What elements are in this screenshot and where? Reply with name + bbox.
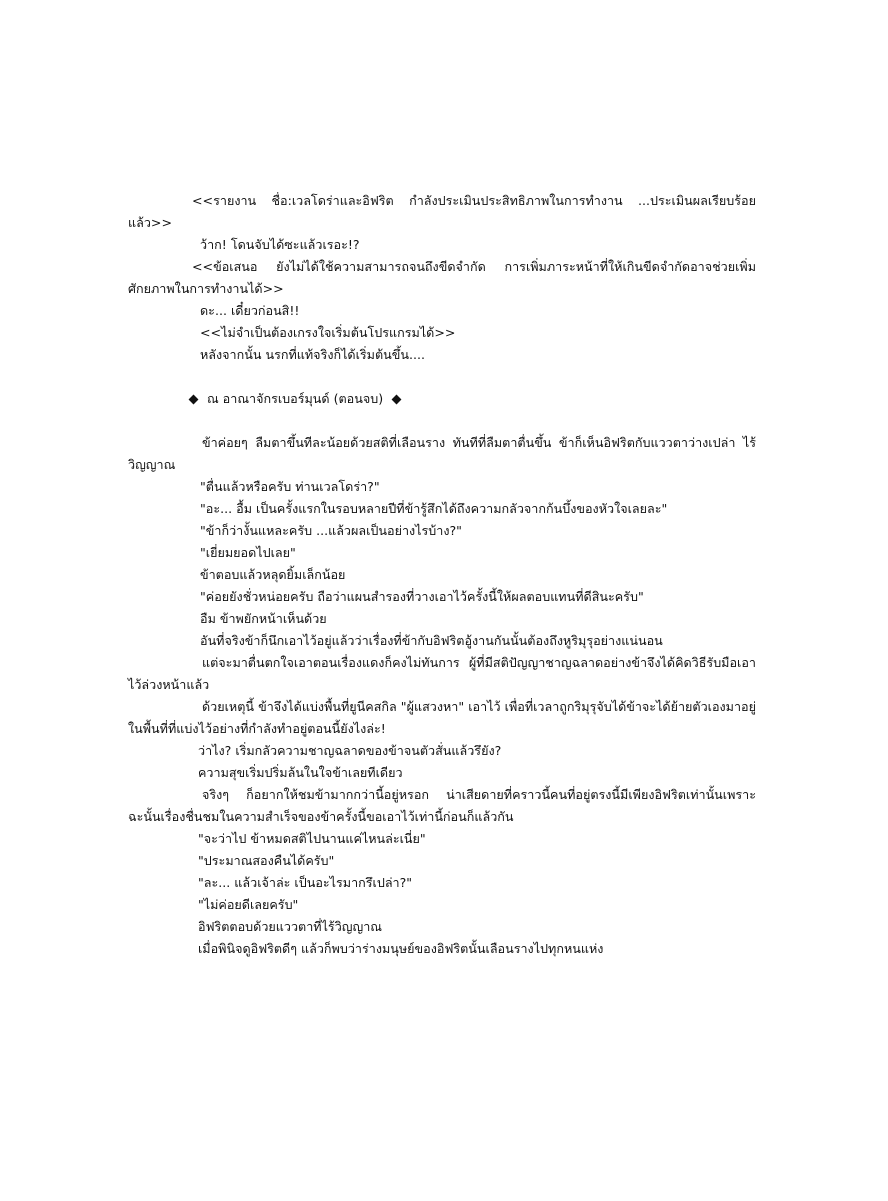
paragraph: "ข้าก็ว่างั้นแหละครับ ...แล้วผลเป็นอย่างไรบ้าง?": [200, 523, 462, 538]
paragraph: "ค่อยยังชั่วหน่อยครับ ถือว่าแผนสำรองที่วางเอาไว้ครั้งนี้ให้ผลตอบแทนที่ดีสินะครับ": [200, 589, 644, 604]
paragraph: อืม ข้าพยักหน้าเห็นด้วย: [200, 611, 327, 626]
paragraph: "ตื่นแล้วหรือครับ ท่านเวลโดร่า?": [200, 479, 380, 494]
section-heading: [128, 388, 756, 410]
paragraph: แต่จะมาตื่นตกใจเอาตอนเรื่องแดงก็คงไม่ทันการ ผู้ที่มีสติปัญญาชาญฉลาดอย่างข้าจึงได้คิดวิธีรับมือเอาไว้ล่วงหน้าแล้ว: [128, 655, 756, 692]
paragraph: ด้วยเหตุนี้ ข้าจึงได้แบ่งพื้นที่ยูนีคสกิล "ผู้แสวงหา" เอาไว้ เพื่อที่เวลาถูกริมุรุจับได้ข้าจะได้ย้ายตัวเองมาอยู่ในพื้นที่ที่แบ่งไว้อย่างที่กำลังทำอยู่ตอนนี้ยังไงล่ะ!: [128, 699, 756, 736]
paragraph: ข้าค่อยๆ ลืมตาขึ้นทีละน้อยด้วยสติที่เลือนราง ทันทีที่ลืมตาตื่นขึ้น ข้าก็เห็นอิฟริตกับแววตาว่างเปล่า ไร้วิญญาณ: [128, 435, 756, 472]
paragraph: <<ไม่จำเป็นต้องเกรงใจเริ่มต้นโปรแกรมได้>>: [200, 325, 456, 340]
paragraph: ว้าก! โดนจับได้ซะแล้วเรอะ!?: [200, 237, 360, 252]
paragraph: "ประมาณสองคืนได้ครับ": [198, 853, 335, 868]
paragraph: "ไม่ค่อยดีเลยครับ": [198, 897, 299, 912]
spacer: [128, 366, 756, 388]
paragraph: "ละ... แล้วเจ้าล่ะ เป็นอะไรมากรึเปล่า?": [198, 875, 413, 890]
paragraph: เมื่อพินิจดูอิฟริตดีๆ แล้วก็พบว่าร่างมนุษย์ของอิฟริตนั้นเลือนรางไปทุกหนแห่ง: [198, 941, 604, 956]
diamond-bullet-icon: [189, 394, 199, 404]
section-heading-text: ณ อาณาจักรเบอร์มุนด์ (ตอนจบ): [207, 391, 384, 406]
diamond-bullet-icon: [392, 394, 402, 404]
paragraph: อันที่จริงข้าก็นึกเอาไว้อยู่แล้วว่าเรื่องที่ข้ากับอิฟริตอู้งานกันนั้นต้องถึงหูริมุรุอย่างแน่นอน: [200, 633, 663, 648]
paragraph: "อะ... อื้ม เป็นครั้งแรกในรอบหลายปีที่ข้ารู้สึกได้ถึงความกลัวจากก้นบึ้งของหัวใจเลยละ": [200, 501, 668, 516]
paragraph: หลังจากนั้น นรกที่แท้จริงก็ได้เริ่มต้นขึ้น....: [200, 347, 426, 362]
paragraph: ข้าตอบแล้วหลุดยิ้มเล็กน้อย: [200, 567, 346, 582]
paragraph: จริงๆ ก็อยากให้ชมข้ามากกว่านี้อยู่หรอก น่าเสียดายที่คราวนี้คนที่อยู่ตรงนี้มีเพียงอิฟริตเท่านั้นเพราะฉะนั้นเรื่องชื่นชมในความสำเร็จของข้าครั้งนี้ขอเอาไว้เท่านี้ก่อนก็แล้วกัน: [128, 787, 756, 824]
paragraph: <<ข้อเสนอ ยังไม่ได้ใช้ความสามารถจนถึงขีดจำกัด การเพิ่มภาระหน้าที่ให้เกินขีดจำกัดอาจช่วยเพิ่มศักยภาพในการทำงานได้>>: [128, 259, 756, 296]
paragraph: ว่าไง? เริ่มกลัวความชาญฉลาดของข้าจนตัวสั่นแล้วรึยัง?: [198, 743, 502, 758]
paragraph: "เยี่ยมยอดไปเลย": [200, 545, 296, 560]
body-text: [128, 190, 756, 960]
paragraph: ดะ... เดี๋ยวก่อนสิ!!: [200, 303, 300, 318]
paragraph: อิฟริตตอบด้วยแววตาที่ไร้วิญญาณ: [198, 919, 382, 934]
paragraph: "จะว่าไป ข้าหมดสติไปนานแค่ไหนล่ะเนี่ย": [198, 831, 426, 846]
paragraph: ความสุขเริ่มปริ่มล้นในใจข้าเลยทีเดียว: [198, 765, 403, 780]
spacer: [128, 410, 756, 432]
paragraph: <<รายงาน ชื่อ:เวลโดร่าและอิฟริต กำลังประเมินประสิทธิภาพในการทำงาน ...ประเมินผลเรียบร้อยแล้ว>>: [128, 193, 756, 230]
